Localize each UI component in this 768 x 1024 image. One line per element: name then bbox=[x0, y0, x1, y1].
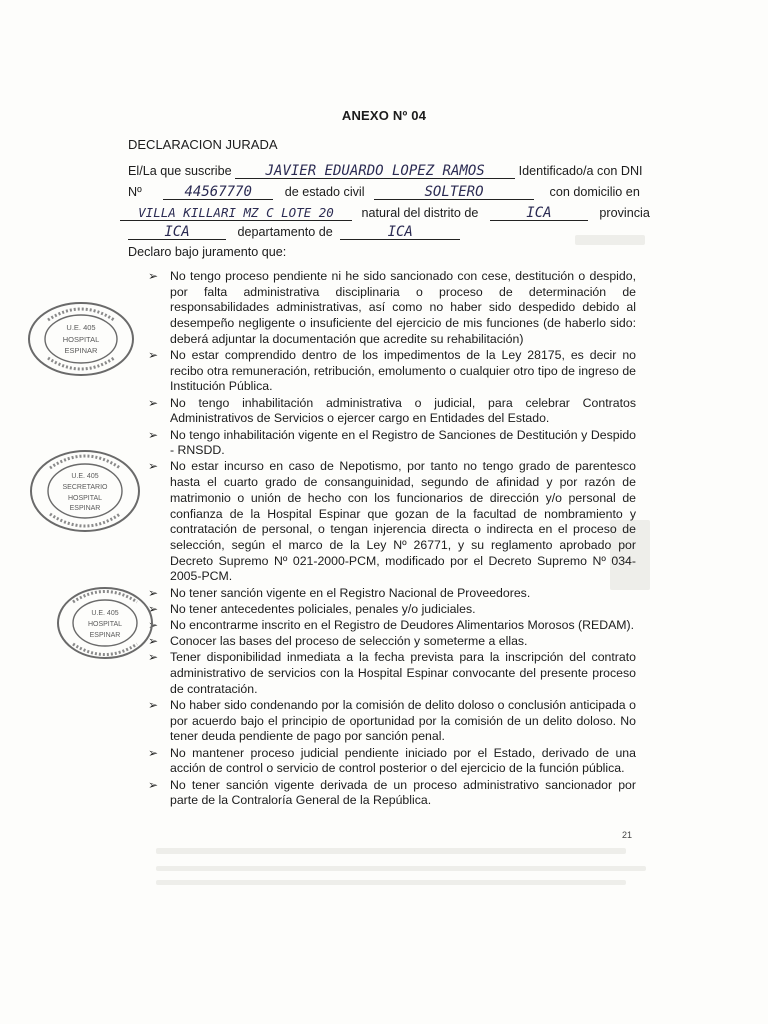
declaration-item bbox=[148, 650, 636, 697]
declaration-item-text: No tengo inhabilitación vigente en el Registro de Sanciones de Destitución y Despido - RNSDD. bbox=[170, 427, 636, 458]
declaration-item bbox=[148, 602, 636, 618]
declaration-item-text: No tengo inhabilitación administrativa o judicial, para celebrar Contratos Administrativos de Servicios o ejercer cargo en Entidades del Estado. bbox=[170, 395, 636, 426]
declaration-item bbox=[148, 269, 636, 348]
declaration-item bbox=[148, 634, 636, 650]
declaration-item bbox=[148, 618, 636, 634]
arrow-bullet-icon: ➢ bbox=[148, 427, 159, 442]
declaration-item bbox=[148, 746, 636, 777]
svg-text:U.E. 405: U.E. 405 bbox=[66, 323, 96, 332]
scan-shadow bbox=[156, 880, 626, 885]
declaration-item-text: No estar comprendido dentro de los impedimentos de la Ley 28175, es decir no recibo otra remuneración, retribución, emolumento o cualquier otro tipo de ingreso de Institución Pública. bbox=[170, 348, 636, 394]
declaration-item-text: No estar incurso en caso de Nepotismo, por tanto no tengo grado de parentesco hasta el cuarto grado de consanguinidad, segundo de afinidad y por razón de matrimonio o unión de hecho con los funcionarios de dirección y/o personal de confianza de la Hospital Espinar que gozan de la facultad de nombramiento y contratación de personal, o tengan injerencia directa o indirecta en el proceso de selección, según el marco de la Ley Nº 26771, y su reglamento aprobado por Decreto Supremo Nº 021-2000-PCM, modificado por el Decreto Supremo Nº 034-2005-PCM. bbox=[170, 459, 636, 584]
label-domicilio: con domicilio en bbox=[549, 185, 640, 199]
label-numero: Nº bbox=[128, 185, 142, 199]
arrow-bullet-icon: ➢ bbox=[148, 601, 159, 616]
arrow-bullet-icon: ➢ bbox=[148, 585, 159, 600]
declaration-item-text: Conocer las bases del proceso de selección y someterme a ellas. bbox=[170, 634, 528, 649]
official-seal-2 bbox=[28, 448, 142, 534]
label-provincia: provincia bbox=[599, 206, 650, 220]
svg-text:HOSPITAL: HOSPITAL bbox=[62, 335, 100, 344]
scan-shadow bbox=[575, 235, 645, 245]
label-identificado: Identificado/a con DNI bbox=[518, 164, 643, 178]
declaration-item bbox=[148, 428, 636, 459]
declaration-item-text: No tener antecedentes policiales, penales y/o judiciales. bbox=[170, 601, 476, 616]
page-number: 21 bbox=[622, 830, 633, 840]
declaration-item-text: Tener disponibilidad inmediata a la fecha prevista para la inscripción del contrato administrativo de servicios con la Hospital Espinar convocante del presente proceso de contratación. bbox=[170, 650, 636, 696]
declaration-item-text: No tener sanción vigente en el Registro Nacional de Proveedores. bbox=[170, 585, 531, 600]
arrow-bullet-icon: ➢ bbox=[148, 777, 159, 792]
arrow-bullet-icon: ➢ bbox=[148, 459, 159, 474]
province-field: ICA bbox=[128, 225, 226, 240]
declaration-item bbox=[148, 396, 636, 427]
declarant-line-1 bbox=[128, 164, 643, 179]
svg-text:U.E. 405: U.E. 405 bbox=[71, 473, 99, 480]
svg-text:HOSPITAL: HOSPITAL bbox=[87, 621, 123, 628]
signer-name-field: JAVIER EDUARDO LOPEZ RAMOS bbox=[235, 164, 515, 179]
seal-1-graphic bbox=[26, 300, 136, 378]
declaration-item bbox=[148, 459, 636, 585]
svg-text:U.E. 405: U.E. 405 bbox=[91, 610, 119, 617]
declaration-item-text: No tener sanción vigente derivada de un proceso administrativo sancionador por parte de la Contraloría General de la República. bbox=[170, 777, 636, 808]
declaration-item bbox=[148, 778, 636, 809]
arrow-bullet-icon: ➢ bbox=[148, 697, 159, 712]
label-distrito: natural del distrito de bbox=[361, 206, 479, 220]
declaration-item bbox=[148, 698, 636, 745]
department-field: ICA bbox=[340, 225, 460, 240]
scan-shadow bbox=[156, 848, 626, 854]
declaration-item-text: No haber sido condenando por la comisión de delito doloso o conclusión anticipada o por acuerdo bajo el principio de oportunidad por la comisión de un delito doloso. No tener deuda pendiente de pago por sanción penal. bbox=[170, 697, 636, 744]
arrow-bullet-icon: ➢ bbox=[148, 348, 159, 363]
arrow-bullet-icon: ➢ bbox=[148, 395, 159, 410]
label-departamento: departamento de bbox=[237, 225, 333, 239]
declaration-list bbox=[148, 269, 636, 809]
svg-text:ESPINAR: ESPINAR bbox=[89, 632, 121, 639]
declarant-line-2 bbox=[128, 185, 640, 200]
svg-text:HOSPITAL: HOSPITAL bbox=[67, 495, 103, 502]
svg-text:ESPINAR: ESPINAR bbox=[69, 505, 101, 512]
seal-3-graphic bbox=[55, 585, 155, 661]
declarant-line-3 bbox=[120, 206, 650, 221]
declaration-item-text: No tengo proceso pendiente ni he sido sancionado con cese, destitución o despido, por falta administrativa disciplinaria o proceso de determinación de responsabilidades administrativas, así como no haber sido despedido debido al desempeño negligente o insuficiente del ejercicio de mis funciones (de haberlo sido: deberá adjuntar la documentación que acredite su rehabilitación) bbox=[170, 269, 636, 346]
declaration-item-text: No mantener proceso judicial pendiente iniciado por el Estado, derivado de una acción de control o servicio de control posterior o del ejercicio de la función pública. bbox=[170, 745, 636, 776]
arrow-bullet-icon: ➢ bbox=[148, 650, 159, 665]
declaration-item bbox=[148, 586, 636, 602]
scan-shadow bbox=[156, 866, 646, 871]
declaration-item-text: No encontrarme inscrito en el Registro de Deudores Alimentarios Morosos (REDAM). bbox=[170, 617, 635, 632]
svg-text:ESPINAR: ESPINAR bbox=[64, 346, 98, 355]
document-subtitle: DECLARACION JURADA bbox=[128, 137, 278, 152]
declarant-line-4 bbox=[128, 225, 460, 240]
label-estado-civil: de estado civil bbox=[284, 185, 365, 199]
dni-field: 44567770 bbox=[163, 185, 273, 200]
official-seal-1 bbox=[26, 300, 136, 378]
arrow-bullet-icon: ➢ bbox=[148, 617, 159, 632]
civil-status-field: SOLTERO bbox=[374, 185, 534, 200]
address-field: VILLA KILLARI MZ C LOTE 20 bbox=[120, 206, 352, 221]
declaration-item bbox=[148, 348, 636, 395]
seal-2-graphic bbox=[28, 448, 142, 534]
svg-text:SECRETARIO: SECRETARIO bbox=[62, 484, 108, 491]
document-title: ANEXO Nº 04 bbox=[341, 108, 427, 123]
label-suscribe: El/La que suscribe bbox=[128, 164, 232, 178]
district-field: ICA bbox=[490, 206, 588, 221]
arrow-bullet-icon: ➢ bbox=[148, 269, 159, 283]
oath-intro: Declaro bajo juramento que: bbox=[128, 245, 287, 259]
official-seal-3 bbox=[55, 585, 155, 661]
arrow-bullet-icon: ➢ bbox=[148, 745, 159, 760]
arrow-bullet-icon: ➢ bbox=[148, 634, 159, 649]
